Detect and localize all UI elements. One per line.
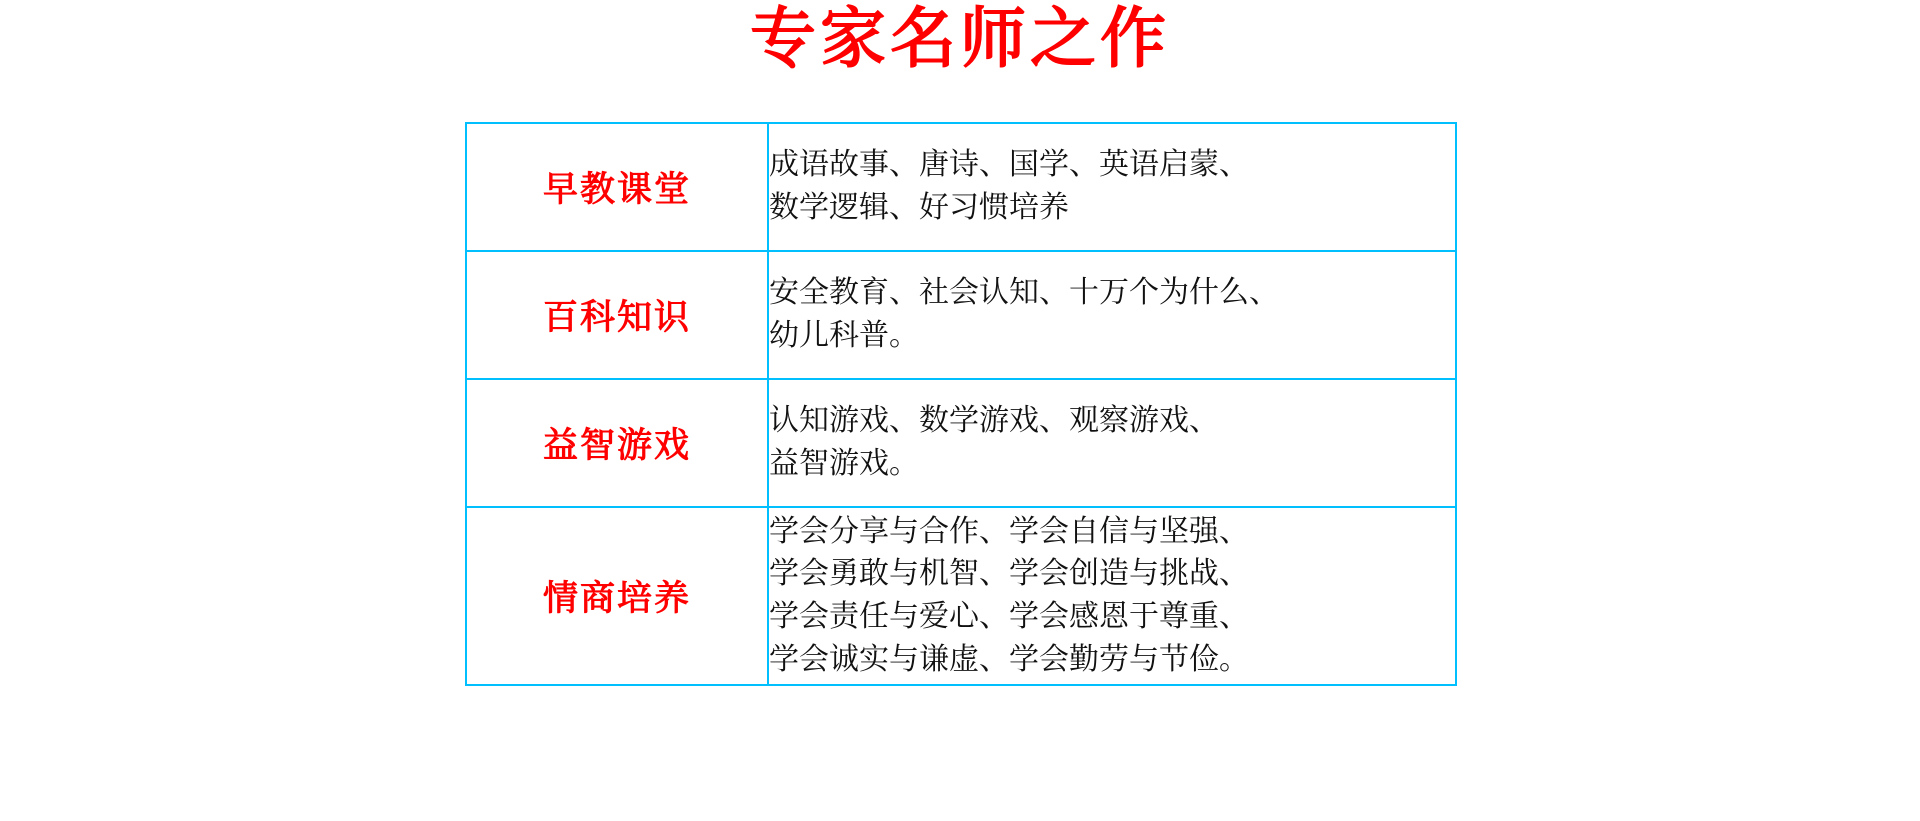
description-line: 认知游戏、数学游戏、观察游戏、 (769, 403, 1219, 439)
table-row (466, 507, 1456, 685)
description-line: 数学逻辑、好习惯培养 (769, 190, 1069, 225)
category-description (768, 379, 1456, 507)
category-label: 百科知识 (466, 251, 768, 379)
description-line: 学会勇敢与机智、学会创造与挑战、 (769, 556, 1249, 592)
page-title: 专家名师之作 (750, 0, 1170, 77)
description-line: 学会诚实与谦虚、学会勤劳与节俭。 (769, 641, 1249, 677)
table-row (466, 379, 1456, 507)
category-description (768, 123, 1456, 251)
category-description (768, 507, 1456, 685)
description-line: 学会分享与合作、学会自信与坚强、 (769, 513, 1249, 549)
category-label: 益智游戏 (466, 379, 768, 507)
table-row (466, 251, 1456, 379)
description-line: 安全教育、社会认知、十万个为什么、 (769, 275, 1279, 311)
table-row (466, 123, 1456, 251)
category-label: 早教课堂 (466, 123, 768, 251)
category-label: 情商培养 (466, 507, 768, 685)
table-body (466, 123, 1456, 685)
description-line: 成语故事、唐诗、国学、英语启蒙、 (769, 147, 1249, 183)
description-line: 幼儿科普。 (769, 318, 919, 353)
category-description (768, 251, 1456, 379)
content-table-wrapper (465, 122, 1455, 686)
content-table (465, 122, 1457, 686)
description-line: 益智游戏。 (769, 446, 919, 481)
description-line: 学会责任与爱心、学会感恩于尊重、 (769, 599, 1249, 634)
